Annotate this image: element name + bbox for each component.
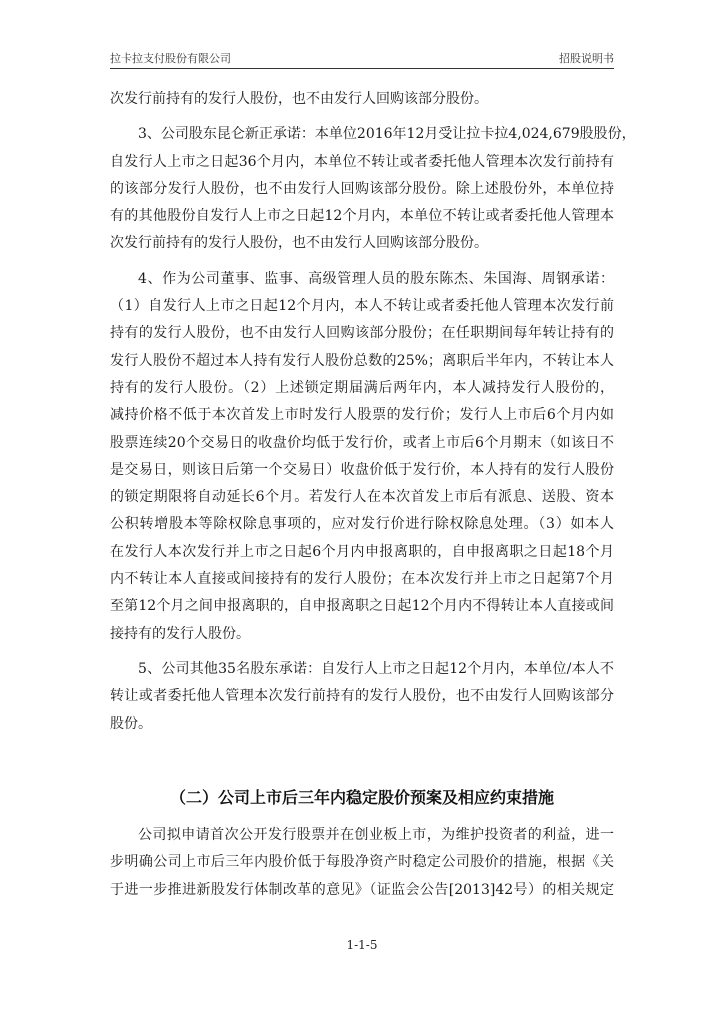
text-line: 至第12个月之间申报离职的，自申报离职之日起12个月内不得转让本人直接或间	[110, 598, 614, 615]
text-line: 股份。	[110, 715, 152, 732]
paragraph	[110, 121, 636, 257]
text-line: 的该部分发行人股份，也不由发行人回购该部分股份。除上述股份外，本单位持	[110, 180, 614, 197]
text-line: 次发行前持有的发行人股份，也不由发行人回购该部分股份。	[110, 91, 488, 107]
text-line: 5、公司其他35名股东承诺：自发行人上市之日起12个月内，本单位/本人不	[138, 660, 614, 677]
paragraph	[110, 822, 614, 904]
body-text-bottom	[110, 822, 614, 904]
text-line: 的锁定期限将自动延长6个月。若发行人在本次首发上市后有派息、送股、资本	[110, 489, 614, 506]
text-line: 在发行人本次发行并上市之日起6个月内申报离职的，自申报离职之日起18个月	[110, 543, 614, 560]
text-line: 转让或者委托他人管理本次发行前持有的发行人股份，也不由发行人回购该部分	[110, 688, 614, 705]
paragraph-gap	[110, 648, 614, 656]
text-line: 有的其他股份自发行人上市之日起12个月内，本单位不转让或者委托他人管理本	[110, 208, 614, 225]
text-line: 内不转让本人直接或间接持有的发行人股份；在本次发行并上市之日起第7个月	[110, 571, 614, 588]
page-header	[110, 50, 614, 68]
text-line: 持有的发行人股份，也不由发行人回购该部分股份；在任职期间每年转让持有的	[110, 325, 614, 342]
paragraph	[110, 86, 614, 113]
text-line: 持有的发行人股份。（2）上述锁定期届满后两年内，本人减持发行人股份的，	[110, 379, 614, 396]
header-company-name: 拉卡拉支付股份有限公司	[110, 52, 231, 65]
paragraph-gap	[110, 258, 614, 266]
header-document-type: 招股说明书	[559, 52, 614, 65]
body-text-top	[110, 86, 636, 738]
text-line: 3、公司股东昆仑新正承诺：本单位2016年12月受让拉卡拉4,024,679股股份，	[138, 126, 636, 143]
text-line: 于进一步推进新股发行体制改革的意见》（证监会公告[2013]42号）的相关规定	[110, 881, 614, 898]
paragraph	[110, 656, 614, 738]
text-line: 接持有的发行人股份。	[110, 625, 250, 642]
text-line: 发行人股份不超过本人持有发行人股份总数的25%；离职后半年内，不转让本人	[110, 352, 614, 369]
text-line: 是交易日，则该日后第一个交易日）收盘价低于发行价，本人持有的发行人股份	[110, 461, 614, 478]
page-number: 1-1-5	[346, 938, 378, 952]
section-heading: （二）公司上市后三年内稳定股价预案及相应约束措施	[169, 788, 554, 807]
header-divider	[110, 68, 614, 69]
text-line: 减持价格不低于本次首发上市时发行人股票的发行价；发行人上市后6个月内如	[110, 407, 614, 424]
text-line: 次发行前持有的发行人股份，也不由发行人回购该部分股份。	[110, 235, 488, 252]
text-line: 股票连续20个交易日的收盘价均低于发行价，或者上市后6个月期末（如该日不	[110, 434, 614, 451]
text-line: 公积转增股本等除权除息事项的，应对发行价进行除权除息处理。（3）如本人	[110, 516, 614, 533]
text-line: 公司拟申请首次公开发行股票并在创业板上市，为维护投资者的利益，进一	[138, 827, 614, 843]
paragraph-gap	[110, 113, 614, 121]
text-line: 4、作为公司董事、监事、高级管理人员的股东陈杰、朱国海、周钢承诺：	[138, 270, 614, 287]
text-line: 步明确公司上市后三年内股价低于每股净资产时稳定公司股价的措施，根据《关	[110, 854, 614, 871]
text-line: 自发行人上市之日起36个月内，本单位不转让或者委托他人管理本次发行前持有	[110, 153, 614, 170]
paragraph	[110, 266, 614, 648]
text-line: （1）自发行人上市之日起12个月内，本人不转让或者委托他人管理本次发行前	[110, 298, 614, 315]
